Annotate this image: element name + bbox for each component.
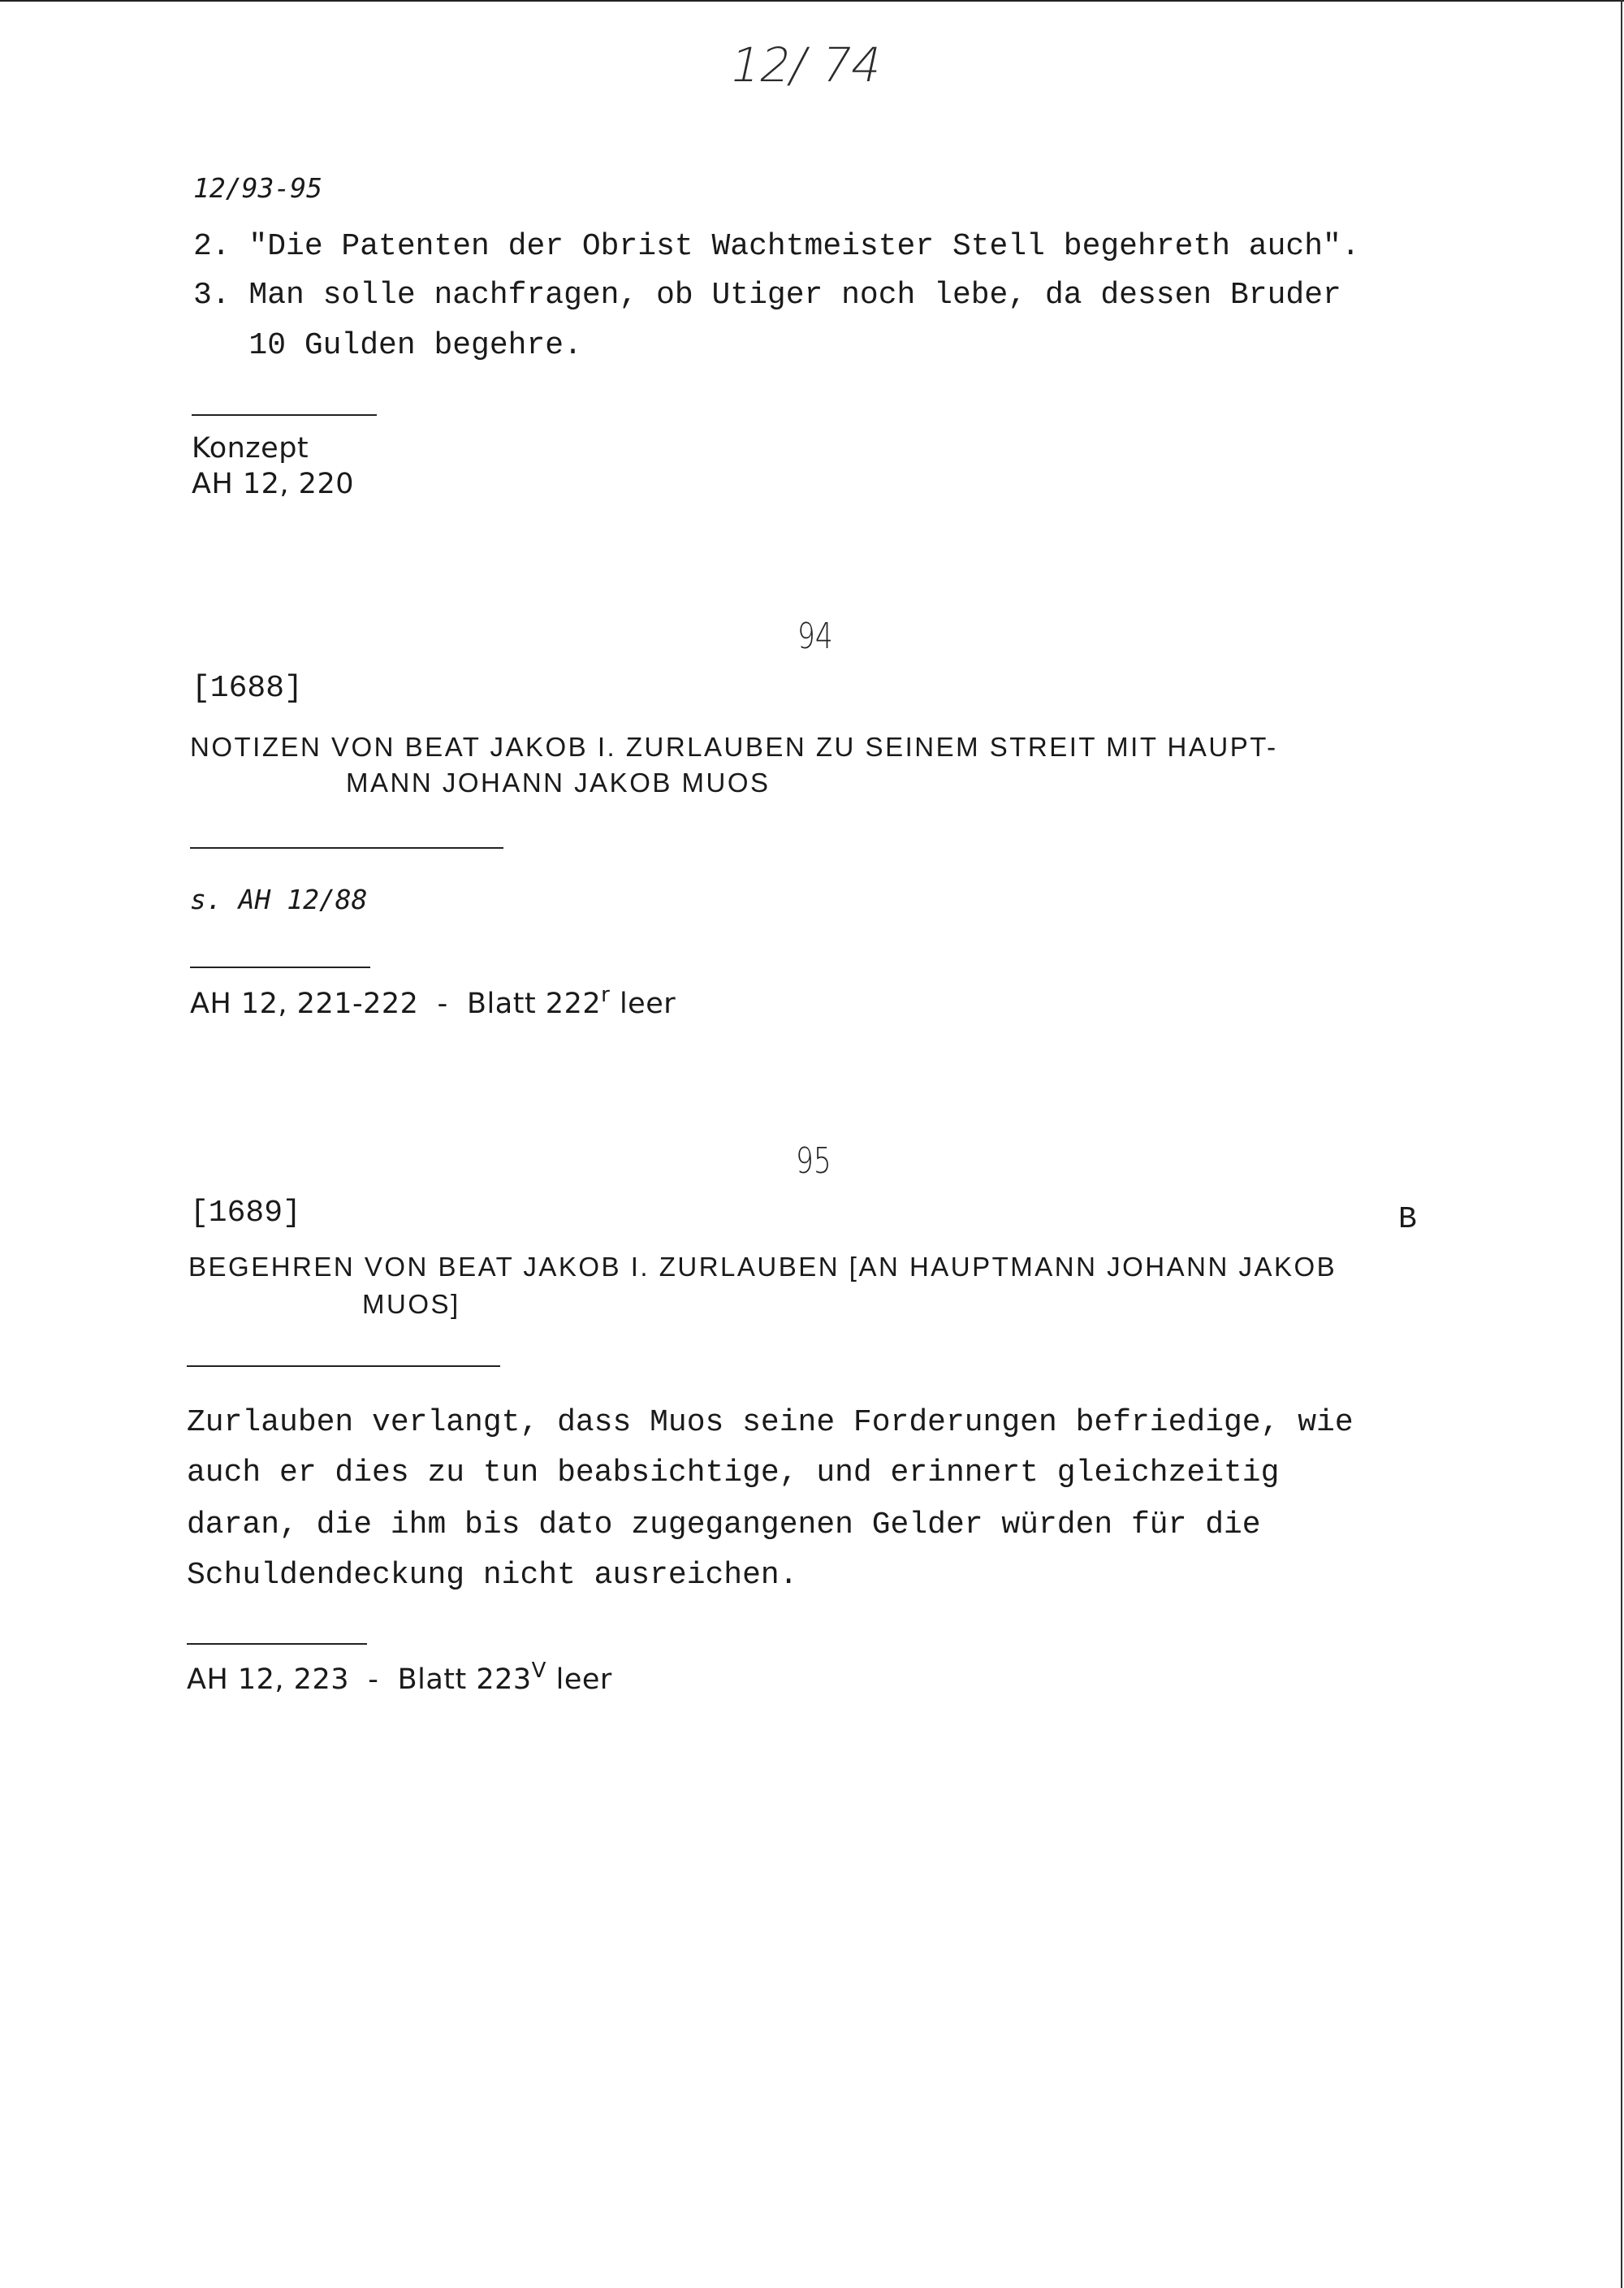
entry-95-body-line4: Schuldendeckung nicht ausreichen. (187, 1558, 798, 1593)
folio-side-superscript: V (531, 1659, 546, 1683)
list-item-2: 2. "Die Patenten der Obrist Wachtmeister Stell begehreth auch". (193, 229, 1360, 264)
reference-number: 12/93-95 (193, 172, 322, 204)
entry-number-95: 95 (796, 1140, 831, 1182)
folio-side-superscript: r (601, 983, 611, 1007)
entry-94-title-line1: NOTIZEN VON BEAT JAKOB I. ZURLAUBEN ZU SEINEM STREIT MIT HAUPT- (190, 732, 1278, 762)
section-divider (187, 1365, 500, 1367)
handwritten-page-number: 12/ 74 (724, 37, 888, 93)
list-item-3-continuation: 10 Gulden begehre. (193, 328, 582, 363)
entry-95-body-line3: daran, die ihm bis dato zugegangenen Gelder würden für die (187, 1507, 1261, 1542)
section-divider (190, 967, 370, 968)
source-signature: AH 12, 220 (192, 468, 354, 500)
section-divider (192, 414, 377, 416)
entry-94-source (190, 983, 676, 1022)
entry-94-see-reference: s. AH 12/88 (190, 884, 368, 915)
entry-95-body-line2: auch er dies zu tun beabsichtige, und erinnert gleichzeitig (187, 1455, 1280, 1490)
entry-94-title-line2: MANN JOHANN JAKOB MUOS (346, 768, 771, 798)
entry-95-source (187, 1659, 612, 1698)
entry-95-body-line1: Zurlauben verlangt, dass Muos seine Forderungen befriedige, wie (187, 1405, 1354, 1440)
entry-number-94: 94 (797, 616, 833, 657)
source-type: Konzept (192, 432, 309, 465)
list-item-3: 3. Man solle nachfragen, ob Utiger noch lebe, da dessen Bruder (193, 278, 1341, 313)
entry-95-marker: B (1398, 1202, 1417, 1237)
entry-95-title-line1: BEGEHREN VON BEAT JAKOB I. ZURLAUBEN [AN HAUPTMANN JOHANN JAKOB (188, 1252, 1337, 1282)
entry-94-source-text: AH 12, 221-222 - Blatt 222 (190, 988, 602, 1020)
entry-95-source-text: AH 12, 223 - Blatt 223 (187, 1663, 532, 1696)
scan-top-border (0, 0, 1624, 2)
scan-right-border (1621, 0, 1622, 2288)
entry-95-date: [1689] (190, 1196, 301, 1231)
entry-94-date: [1688] (192, 671, 303, 706)
entry-95-source-tail: leer (546, 1663, 612, 1696)
entry-94-source-tail: leer (610, 988, 676, 1020)
entry-95-title-line2: MUOS] (362, 1289, 460, 1319)
section-divider (187, 1643, 367, 1645)
section-divider (190, 847, 503, 849)
